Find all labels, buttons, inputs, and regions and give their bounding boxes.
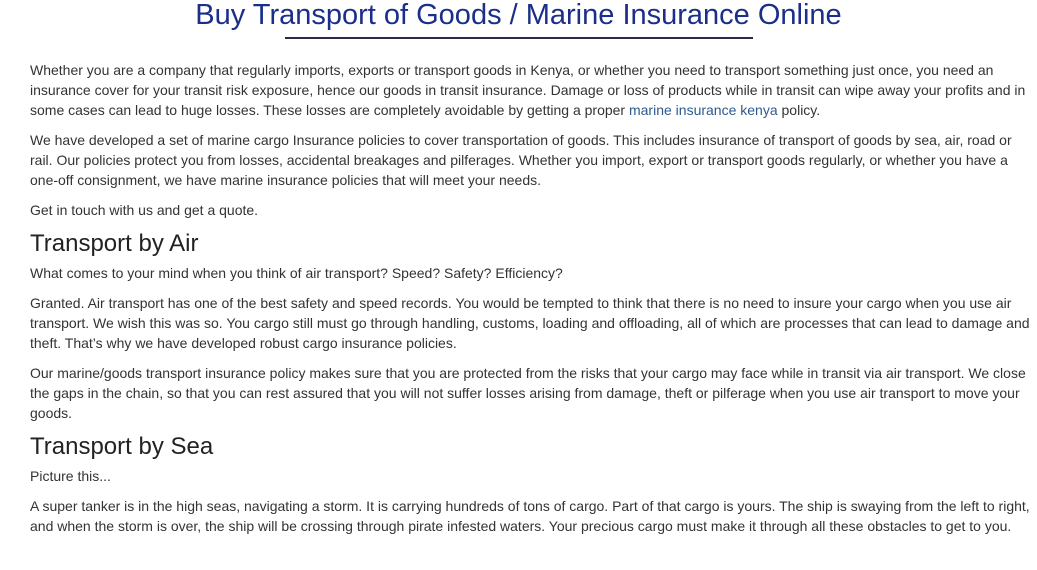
intro-paragraph-3: Get in touch with us and get a quote. [30, 202, 259, 218]
page-title: Buy Transport of Goods / Marine Insurance Online [195, 0, 842, 31]
air-paragraph-3: Our marine/goods transport insurance policy makes sure that you are protected from the risks that your cargo may face while in transit via air transport. We close the gaps in the chain, so that you can rest assured that you will not suffer losses arising from damage, theft or pilferage when you use air transport to move your goods. [30, 365, 1026, 421]
air-paragraph-2: Granted. Air transport has one of the best safety and speed records. You would be tempted to think that there is no need to insure your cargo when you use air transport. We wish this was so. You cargo still must go through handling, customs, loading and offloading, all of which are processes that can lead to damage and theft. That’s why we have developed robust cargo insurance policies. [30, 295, 1030, 351]
intro-p1-text-after: policy. [777, 102, 821, 118]
sea-paragraph-1: Picture this... [30, 468, 111, 484]
main-content [30, 60, 1030, 546]
intro-paragraph-1 [30, 60, 1030, 120]
air-paragraph-1: What comes to your mind when you think of air transport? Speed? Safety? Efficiency? [30, 265, 563, 281]
title-underline [285, 37, 753, 39]
title-section [0, 0, 1037, 39]
sea-paragraph-2: A super tanker is in the high seas, navigating a storm. It is carrying hundreds of tons of cargo. Part of that cargo is yours. The ship is swaying from the left to right, and when the storm is over, the ship will be crossing through pirate infested waters. Your precious cargo must make it through all these obstacles to get to you. [30, 498, 1030, 534]
heading-transport-by-sea: Transport by Sea [30, 433, 214, 460]
intro-p1-text-before: Whether you are a company that regularly imports, exports or transport goods in Kenya, or whether you need to transport something just once, you need an insurance cover for your transit risk exposure, hence our goods in transit insurance. Damage or loss of products while in transit can wipe away your profits and in some cases can lead to huge losses. These losses are completely avoidable by getting a proper [30, 62, 1026, 118]
heading-transport-by-air: Transport by Air [30, 230, 199, 257]
intro-paragraph-2: We have developed a set of marine cargo Insurance policies to cover transportation of goods. This includes insurance of transport of goods by sea, air, road or rail. Our policies protect you from losses, accidental breakages and pilferages. Whether you import, export or transport goods regularly, or whether you have a one-off consignment, we have marine insurance policies that will meet your needs. [30, 132, 1012, 188]
marine-insurance-kenya-link[interactable]: marine insurance kenya [628, 102, 778, 118]
